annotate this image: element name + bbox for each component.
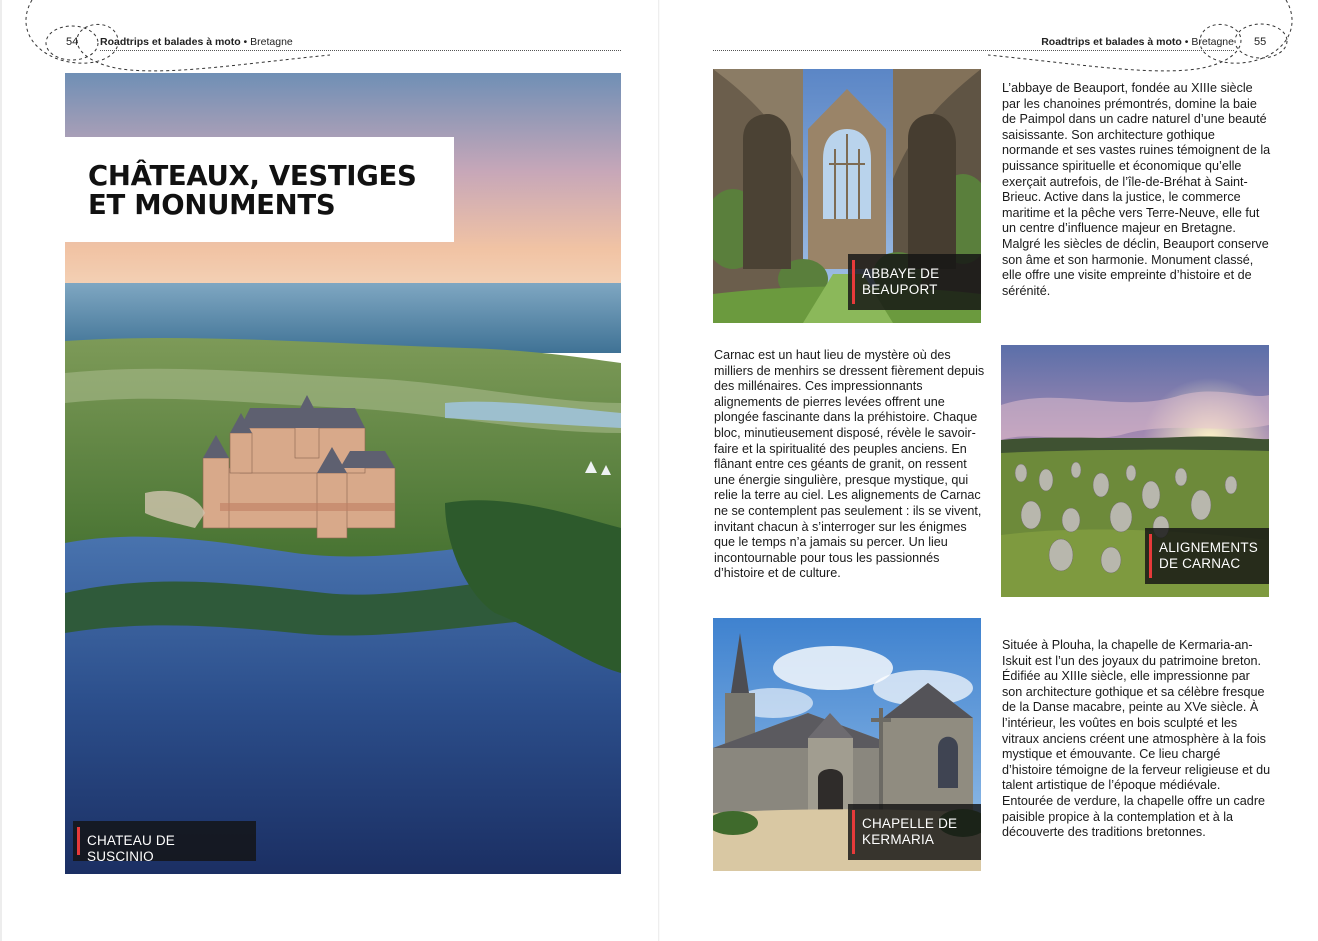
page-edge-left <box>0 0 2 941</box>
caption-kermaria <box>848 804 981 860</box>
paragraph-kermaria: Située à Plouha, la chapelle de Kermaria-an-Iskuit est l’un des joyaux du patrimoine breton. Édifiée au XIIIe siècle, elle impressionne par son architecture gothique et sa célèbre fresque de la Danse macabre, peinte au XVe siècle. À l’intérieur, les voûtes en bois sculpté et les vitraux anciens créent une atmosphère à la fois mystique et émouvante. Ce lieu chargé d’histoire témoigne de la ferveur religieuse et du talent artistique de l’époque médiévale. Entourée de verdure, la chapelle offre un cadre paisible propice à la contemplation et à la découverte des traditions bretonnes. <box>1002 638 1271 840</box>
caption-beauport-text: ABBAYE DE BEAUPORT <box>862 266 940 297</box>
header-rule-right <box>713 50 1234 51</box>
header-rule-left <box>100 50 621 51</box>
paragraph-carnac: Carnac est un haut lieu de mystère où des milliers de menhirs se dressent fièrement depuis des millénaires. Ces impressionnants alignements de pierres levées offrent une plongée fascinante dans la préhistoire. Chaque bloc, minutieusement disposé, révèle le savoir-faire et la spiritualité des peuples anciens. En flânant entre ces géants de granit, on ressent une énergie singulière, presque mystique, qui relie la terre au ciel. Les alignements de Carnac ne se contemplent pas seulement : ils se vivent, invitant chacun à s’interroger sur les énigmes que le temps n’a jamais su percer. Un lieu incontournable pour tous les passionnés d’histoire et de culture. <box>714 348 985 581</box>
caption-carnac-text: ALIGNEMENTS DE CARNAC <box>1159 540 1258 571</box>
caption-kermaria-text: CHAPELLE DE KERMARIA <box>862 816 958 847</box>
caption-carnac <box>1145 528 1269 584</box>
section-title-box <box>65 137 454 242</box>
book-gutter <box>658 0 660 941</box>
running-header-left <box>100 36 293 48</box>
running-header-separator: • <box>243 36 248 48</box>
running-header-separator: • <box>1184 36 1189 48</box>
paragraph-beauport: L’abbaye de Beauport, fondée au XIIIe siècle par les chanoines prémontrés, domine la baie de Paimpol dans un cadre naturel d’une beauté saisissante. Son architecture gothique normande et ses vastes ruines témoignent de la puissance spirituelle et économique qu’elle exerçait autrefois, de l’île-de-Bréhat à Saint-Brieuc. Active dans la justice, le commerce maritime et la pêche vers Terre-Neuve, elle fut un centre d’influence majeur en Bretagne. Malgré les siècles de déclin, Beauport conserve son âme et son harmonie. Monument classé, elle offre une visite empreinte d’histoire et de sérénité. <box>1002 81 1271 298</box>
running-header-title: Roadtrips et balades à moto <box>1041 36 1182 48</box>
hero-caption-label <box>73 821 256 864</box>
page-number-left: 54 <box>66 36 79 48</box>
running-header-region: Bretagne <box>1191 36 1234 48</box>
caption-beauport <box>848 254 981 310</box>
hero-caption-text: CHATEAU DE SUSCINIO <box>87 833 176 864</box>
running-header-title: Roadtrips et balades à moto <box>100 36 241 48</box>
section-title: CHÂTEAUX, VESTIGES ET MONUMENTS <box>88 160 417 221</box>
page-number-right: 55 <box>1254 36 1267 48</box>
running-header-region: Bretagne <box>250 36 293 48</box>
running-header-right <box>1041 36 1234 48</box>
